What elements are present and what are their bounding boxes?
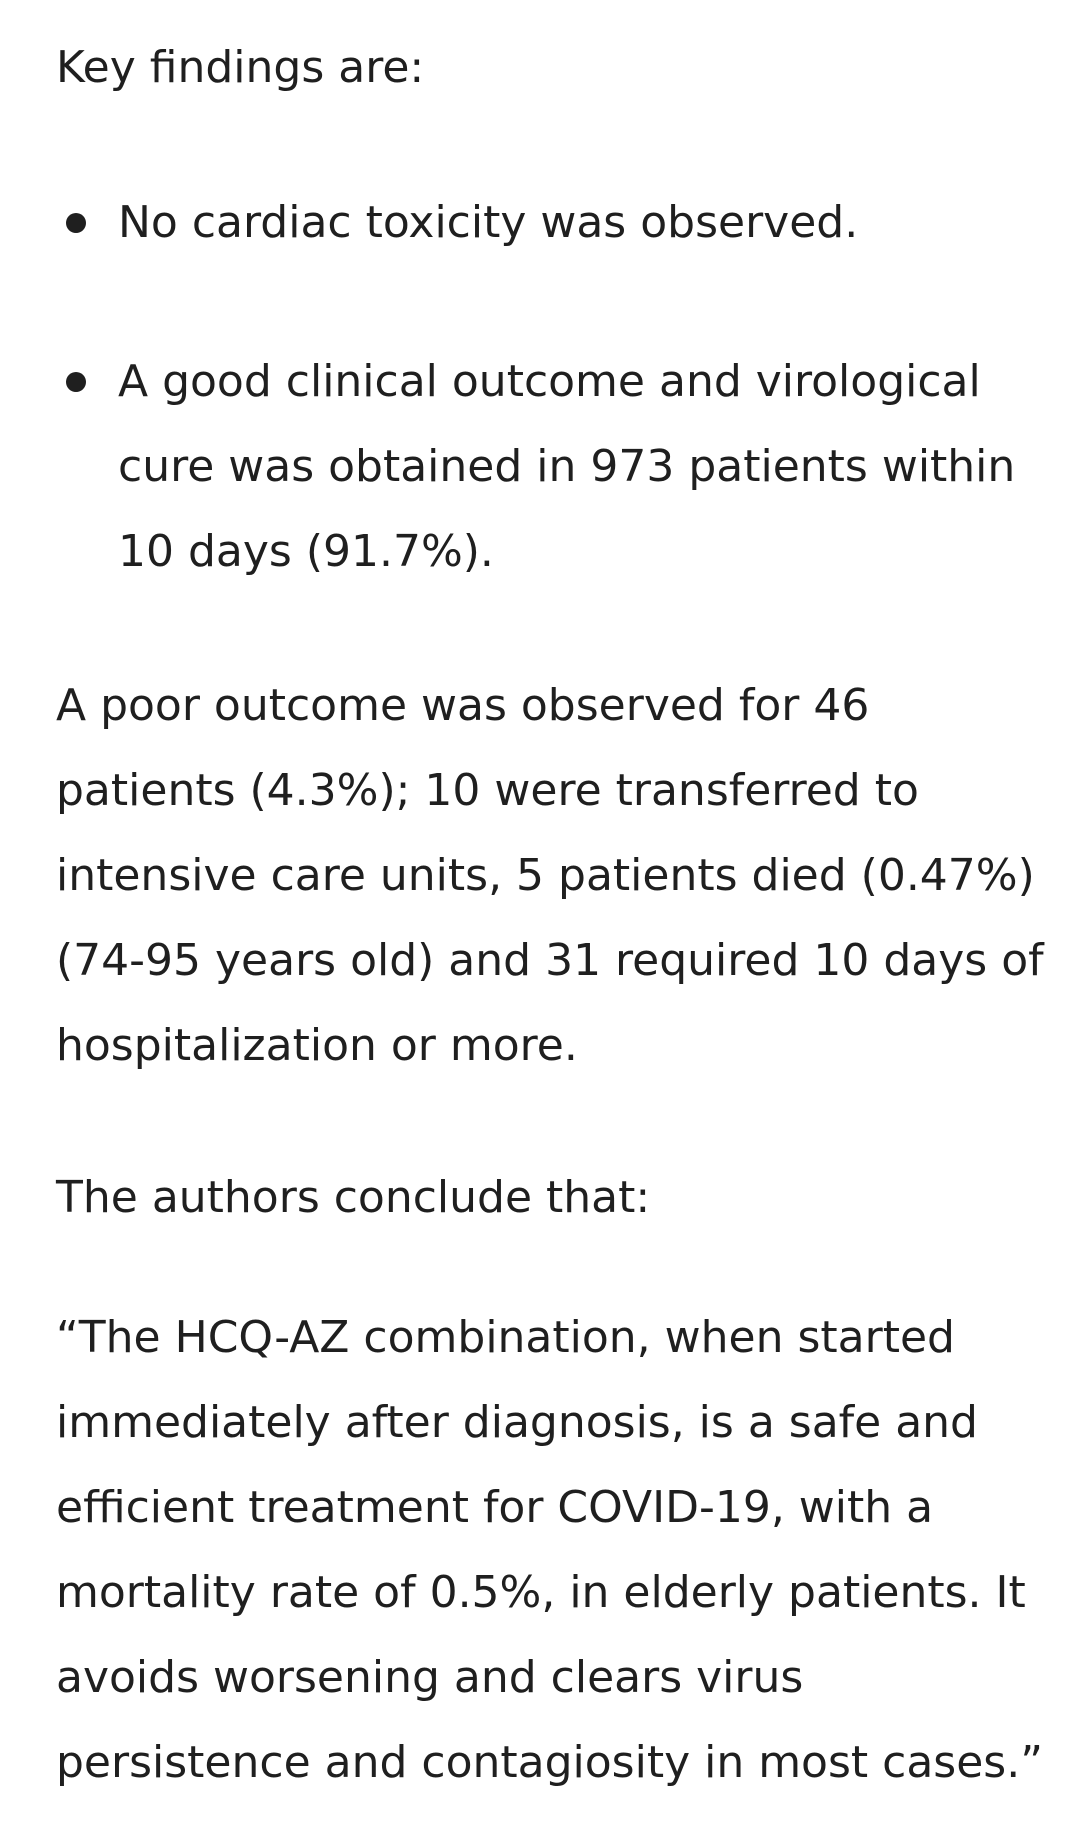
finding-item <box>56 339 1046 594</box>
key-findings-list <box>56 180 1046 668</box>
bullet-icon <box>66 372 86 392</box>
bullet-icon <box>66 213 86 233</box>
conclusion-quote: “The HCQ-AZ combination, when started immediately after diagnosis, is a safe and efficient treatment for COVID-19, with a mortality rate of 0.5%, in elderly patients. It avoids worsening and clears virus persistence and contagiosity in most cases.” <box>56 1312 1043 1788</box>
key-findings-heading: Key findings are: <box>56 42 425 93</box>
finding-item <box>56 180 1046 265</box>
conclusion-intro: The authors conclude that: <box>56 1172 651 1223</box>
finding-text: No cardiac toxicity was observed. <box>118 197 859 248</box>
finding-text: A good clinical outcome and virological cure was obtained in 973 patients within 10 days (91.7%). <box>118 356 1016 577</box>
outcome-paragraph: A poor outcome was observed for 46 patients (4.3%); 10 were transferred to intensive care units, 5 patients died (0.47%) (74-95 years old) and 31 required 10 days of hospitalization or more. <box>56 680 1044 1071</box>
